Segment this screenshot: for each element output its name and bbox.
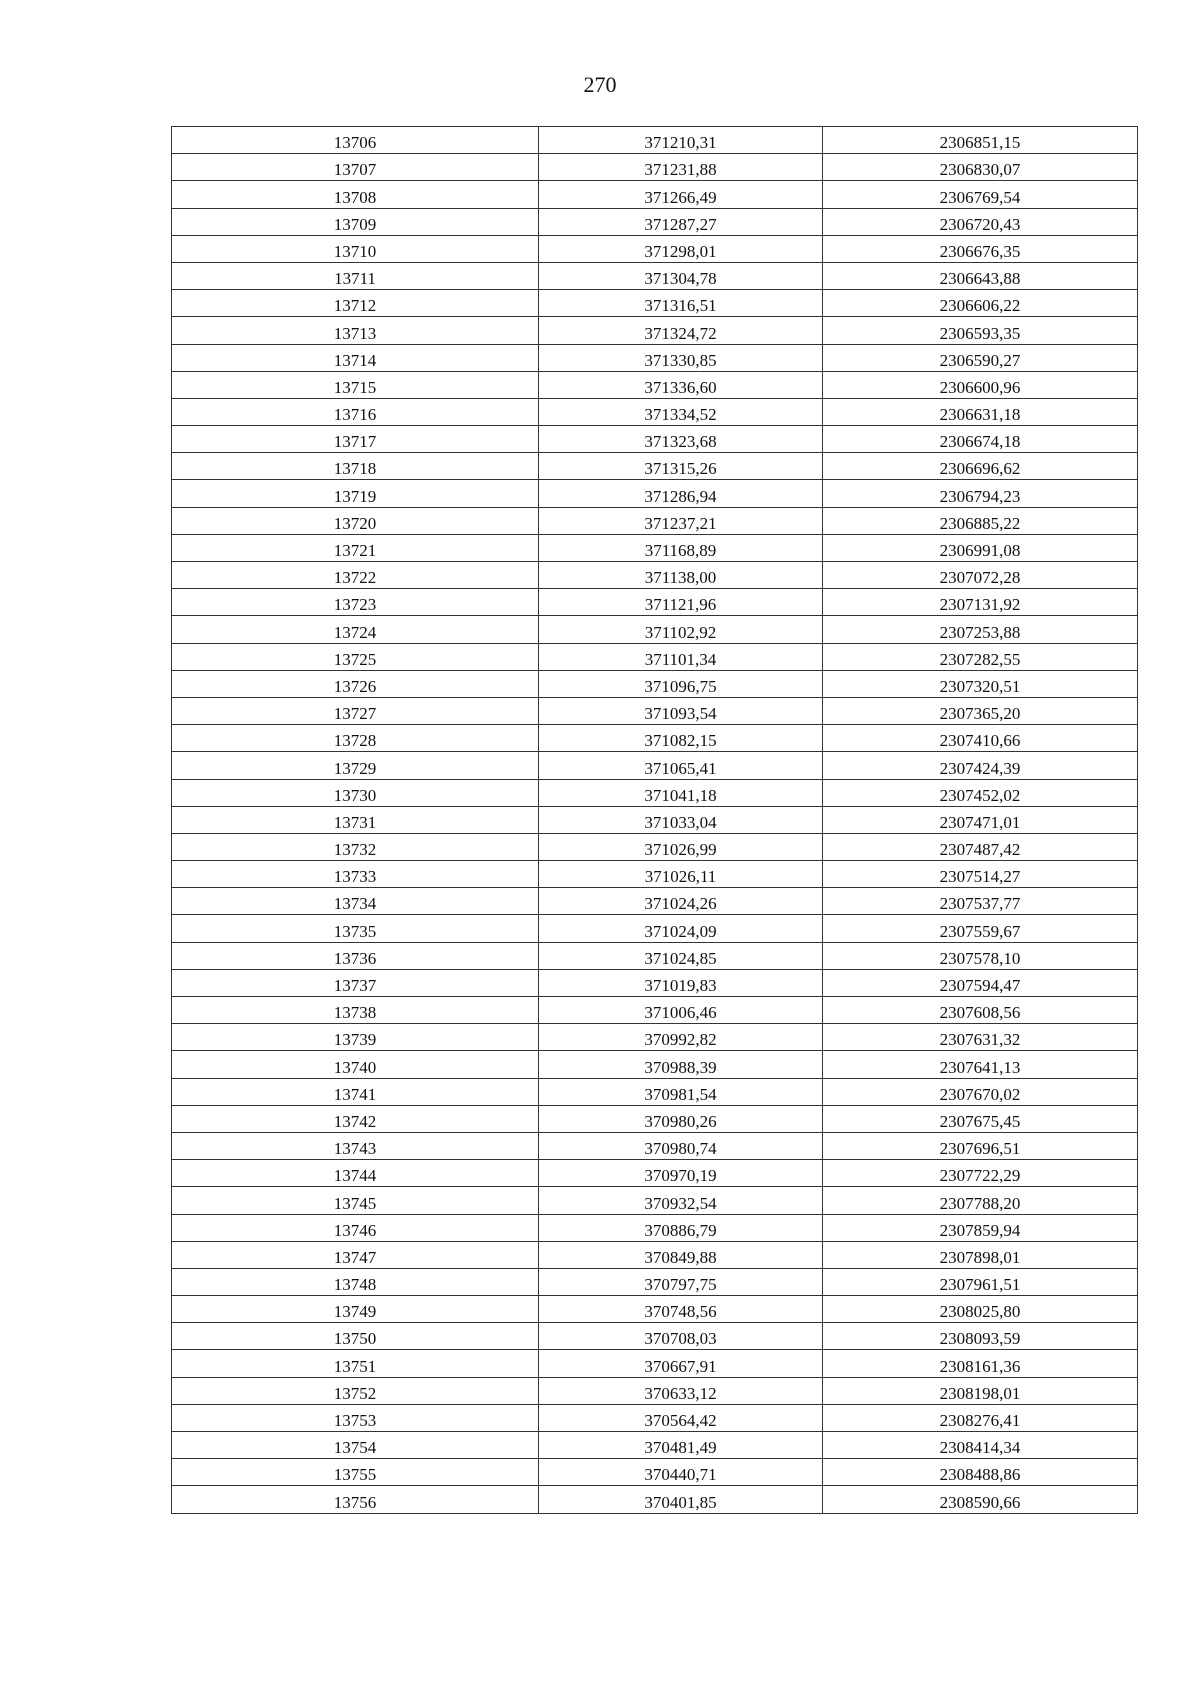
x-coordinate-cell: 371315,26 xyxy=(539,453,823,480)
y-coordinate-cell: 2307320,51 xyxy=(823,670,1138,697)
table-row xyxy=(172,643,1138,670)
table-row xyxy=(172,1350,1138,1377)
y-coordinate-cell: 2308488,86 xyxy=(823,1459,1138,1486)
x-coordinate-cell: 370970,19 xyxy=(539,1160,823,1187)
point-number-cell: 13744 xyxy=(172,1160,539,1187)
point-number-cell: 13736 xyxy=(172,942,539,969)
point-number-cell: 13737 xyxy=(172,969,539,996)
table-row xyxy=(172,1132,1138,1159)
y-coordinate-cell: 2306606,22 xyxy=(823,290,1138,317)
y-coordinate-cell: 2307670,02 xyxy=(823,1078,1138,1105)
x-coordinate-cell: 370748,56 xyxy=(539,1296,823,1323)
x-coordinate-cell: 371210,31 xyxy=(539,127,823,154)
x-coordinate-cell: 370401,85 xyxy=(539,1486,823,1513)
y-coordinate-cell: 2307487,42 xyxy=(823,833,1138,860)
point-number-cell: 13743 xyxy=(172,1132,539,1159)
x-coordinate-cell: 371304,78 xyxy=(539,262,823,289)
x-coordinate-cell: 371026,99 xyxy=(539,833,823,860)
point-number-cell: 13745 xyxy=(172,1187,539,1214)
table-row xyxy=(172,1268,1138,1295)
y-coordinate-cell: 2306631,18 xyxy=(823,398,1138,425)
point-number-cell: 13731 xyxy=(172,806,539,833)
table-row xyxy=(172,1214,1138,1241)
y-coordinate-cell: 2307410,66 xyxy=(823,725,1138,752)
point-number-cell: 13752 xyxy=(172,1377,539,1404)
x-coordinate-cell: 371336,60 xyxy=(539,371,823,398)
y-coordinate-cell: 2307253,88 xyxy=(823,616,1138,643)
x-coordinate-cell: 370932,54 xyxy=(539,1187,823,1214)
table-row xyxy=(172,127,1138,154)
point-number-cell: 13715 xyxy=(172,371,539,398)
x-coordinate-cell: 370992,82 xyxy=(539,1024,823,1051)
table-row xyxy=(172,534,1138,561)
table-row xyxy=(172,235,1138,262)
x-coordinate-cell: 371266,49 xyxy=(539,181,823,208)
y-coordinate-cell: 2306851,15 xyxy=(823,127,1138,154)
point-number-cell: 13713 xyxy=(172,317,539,344)
point-number-cell: 13722 xyxy=(172,562,539,589)
x-coordinate-cell: 370886,79 xyxy=(539,1214,823,1241)
table-row xyxy=(172,1323,1138,1350)
x-coordinate-cell: 371102,92 xyxy=(539,616,823,643)
table-row xyxy=(172,208,1138,235)
table-row xyxy=(172,752,1138,779)
x-coordinate-cell: 371316,51 xyxy=(539,290,823,317)
point-number-cell: 13724 xyxy=(172,616,539,643)
x-coordinate-cell: 371231,88 xyxy=(539,154,823,181)
x-coordinate-cell: 370849,88 xyxy=(539,1241,823,1268)
y-coordinate-cell: 2307452,02 xyxy=(823,779,1138,806)
y-coordinate-cell: 2306720,43 xyxy=(823,208,1138,235)
x-coordinate-cell: 370564,42 xyxy=(539,1404,823,1431)
table-row xyxy=(172,942,1138,969)
table-row xyxy=(172,670,1138,697)
point-number-cell: 13714 xyxy=(172,344,539,371)
x-coordinate-cell: 370633,12 xyxy=(539,1377,823,1404)
point-number-cell: 13755 xyxy=(172,1459,539,1486)
x-coordinate-cell: 370667,91 xyxy=(539,1350,823,1377)
table-row xyxy=(172,1486,1138,1513)
x-coordinate-cell: 371093,54 xyxy=(539,697,823,724)
x-coordinate-cell: 370481,49 xyxy=(539,1432,823,1459)
x-coordinate-cell: 371024,85 xyxy=(539,942,823,969)
y-coordinate-cell: 2306991,08 xyxy=(823,534,1138,561)
x-coordinate-cell: 371286,94 xyxy=(539,480,823,507)
y-coordinate-cell: 2307131,92 xyxy=(823,589,1138,616)
x-coordinate-cell: 371324,72 xyxy=(539,317,823,344)
point-number-cell: 13756 xyxy=(172,1486,539,1513)
point-number-cell: 13735 xyxy=(172,915,539,942)
point-number-cell: 13723 xyxy=(172,589,539,616)
y-coordinate-cell: 2307631,32 xyxy=(823,1024,1138,1051)
table-row xyxy=(172,181,1138,208)
y-coordinate-cell: 2307608,56 xyxy=(823,997,1138,1024)
point-number-cell: 13708 xyxy=(172,181,539,208)
x-coordinate-cell: 371041,18 xyxy=(539,779,823,806)
x-coordinate-cell: 371082,15 xyxy=(539,725,823,752)
point-number-cell: 13712 xyxy=(172,290,539,317)
y-coordinate-cell: 2306590,27 xyxy=(823,344,1138,371)
y-coordinate-cell: 2307282,55 xyxy=(823,643,1138,670)
y-coordinate-cell: 2307424,39 xyxy=(823,752,1138,779)
x-coordinate-cell: 371138,00 xyxy=(539,562,823,589)
point-number-cell: 13753 xyxy=(172,1404,539,1431)
x-coordinate-cell: 371334,52 xyxy=(539,398,823,425)
point-number-cell: 13747 xyxy=(172,1241,539,1268)
x-coordinate-cell: 371024,26 xyxy=(539,888,823,915)
y-coordinate-cell: 2308198,01 xyxy=(823,1377,1138,1404)
x-coordinate-cell: 370440,71 xyxy=(539,1459,823,1486)
y-coordinate-cell: 2307675,45 xyxy=(823,1105,1138,1132)
x-coordinate-cell: 370988,39 xyxy=(539,1051,823,1078)
point-number-cell: 13711 xyxy=(172,262,539,289)
y-coordinate-cell: 2307471,01 xyxy=(823,806,1138,833)
y-coordinate-cell: 2306593,35 xyxy=(823,317,1138,344)
y-coordinate-cell: 2306769,54 xyxy=(823,181,1138,208)
table-row xyxy=(172,997,1138,1024)
point-number-cell: 13738 xyxy=(172,997,539,1024)
y-coordinate-cell: 2308093,59 xyxy=(823,1323,1138,1350)
table-row xyxy=(172,562,1138,589)
table-row xyxy=(172,779,1138,806)
table-row xyxy=(172,1051,1138,1078)
point-number-cell: 13751 xyxy=(172,1350,539,1377)
point-number-cell: 13733 xyxy=(172,861,539,888)
table-row xyxy=(172,1160,1138,1187)
point-number-cell: 13725 xyxy=(172,643,539,670)
table-row xyxy=(172,1105,1138,1132)
x-coordinate-cell: 371287,27 xyxy=(539,208,823,235)
x-coordinate-cell: 371323,68 xyxy=(539,426,823,453)
table-row xyxy=(172,1432,1138,1459)
x-coordinate-cell: 371019,83 xyxy=(539,969,823,996)
table-row xyxy=(172,861,1138,888)
point-number-cell: 13706 xyxy=(172,127,539,154)
table-row xyxy=(172,969,1138,996)
point-number-cell: 13750 xyxy=(172,1323,539,1350)
point-number-cell: 13740 xyxy=(172,1051,539,1078)
x-coordinate-cell: 370980,26 xyxy=(539,1105,823,1132)
table-row xyxy=(172,317,1138,344)
point-number-cell: 13749 xyxy=(172,1296,539,1323)
y-coordinate-cell: 2308590,66 xyxy=(823,1486,1138,1513)
y-coordinate-cell: 2307578,10 xyxy=(823,942,1138,969)
table-row xyxy=(172,1024,1138,1051)
y-coordinate-cell: 2307559,67 xyxy=(823,915,1138,942)
point-number-cell: 13727 xyxy=(172,697,539,724)
table-row xyxy=(172,1078,1138,1105)
y-coordinate-cell: 2306674,18 xyxy=(823,426,1138,453)
table-row xyxy=(172,589,1138,616)
x-coordinate-cell: 371065,41 xyxy=(539,752,823,779)
x-coordinate-cell: 371006,46 xyxy=(539,997,823,1024)
table-row xyxy=(172,697,1138,724)
y-coordinate-cell: 2306676,35 xyxy=(823,235,1138,262)
x-coordinate-cell: 370797,75 xyxy=(539,1268,823,1295)
y-coordinate-cell: 2306600,96 xyxy=(823,371,1138,398)
x-coordinate-cell: 371237,21 xyxy=(539,507,823,534)
y-coordinate-cell: 2308414,34 xyxy=(823,1432,1138,1459)
y-coordinate-cell: 2306794,23 xyxy=(823,480,1138,507)
table-row xyxy=(172,154,1138,181)
y-coordinate-cell: 2307788,20 xyxy=(823,1187,1138,1214)
table-row xyxy=(172,725,1138,752)
point-number-cell: 13716 xyxy=(172,398,539,425)
x-coordinate-cell: 371096,75 xyxy=(539,670,823,697)
coordinates-table xyxy=(171,126,1138,1514)
table-row xyxy=(172,833,1138,860)
point-number-cell: 13717 xyxy=(172,426,539,453)
table-row xyxy=(172,1296,1138,1323)
point-number-cell: 13718 xyxy=(172,453,539,480)
point-number-cell: 13709 xyxy=(172,208,539,235)
table-row xyxy=(172,453,1138,480)
point-number-cell: 13721 xyxy=(172,534,539,561)
y-coordinate-cell: 2307696,51 xyxy=(823,1132,1138,1159)
table-row xyxy=(172,806,1138,833)
point-number-cell: 13741 xyxy=(172,1078,539,1105)
point-number-cell: 13732 xyxy=(172,833,539,860)
table-row xyxy=(172,1404,1138,1431)
y-coordinate-cell: 2307594,47 xyxy=(823,969,1138,996)
table-row xyxy=(172,888,1138,915)
coordinates-table-body xyxy=(172,127,1138,1514)
y-coordinate-cell: 2308025,80 xyxy=(823,1296,1138,1323)
point-number-cell: 13739 xyxy=(172,1024,539,1051)
x-coordinate-cell: 371024,09 xyxy=(539,915,823,942)
x-coordinate-cell: 370981,54 xyxy=(539,1078,823,1105)
table-row xyxy=(172,290,1138,317)
table-row xyxy=(172,426,1138,453)
point-number-cell: 13746 xyxy=(172,1214,539,1241)
point-number-cell: 13734 xyxy=(172,888,539,915)
table-row xyxy=(172,344,1138,371)
point-number-cell: 13707 xyxy=(172,154,539,181)
y-coordinate-cell: 2308161,36 xyxy=(823,1350,1138,1377)
y-coordinate-cell: 2307898,01 xyxy=(823,1241,1138,1268)
table-row xyxy=(172,480,1138,507)
x-coordinate-cell: 371033,04 xyxy=(539,806,823,833)
page-number: 270 xyxy=(583,72,617,97)
x-coordinate-cell: 371121,96 xyxy=(539,589,823,616)
y-coordinate-cell: 2307072,28 xyxy=(823,562,1138,589)
y-coordinate-cell: 2306696,62 xyxy=(823,453,1138,480)
y-coordinate-cell: 2306885,22 xyxy=(823,507,1138,534)
table-row xyxy=(172,1459,1138,1486)
point-number-cell: 13748 xyxy=(172,1268,539,1295)
table-row xyxy=(172,616,1138,643)
y-coordinate-cell: 2307961,51 xyxy=(823,1268,1138,1295)
table-row xyxy=(172,1241,1138,1268)
y-coordinate-cell: 2307859,94 xyxy=(823,1214,1138,1241)
y-coordinate-cell: 2307365,20 xyxy=(823,697,1138,724)
point-number-cell: 13754 xyxy=(172,1432,539,1459)
table-row xyxy=(172,1187,1138,1214)
point-number-cell: 13728 xyxy=(172,725,539,752)
x-coordinate-cell: 370980,74 xyxy=(539,1132,823,1159)
table-row xyxy=(172,1377,1138,1404)
table-row xyxy=(172,507,1138,534)
y-coordinate-cell: 2307514,27 xyxy=(823,861,1138,888)
x-coordinate-cell: 371298,01 xyxy=(539,235,823,262)
y-coordinate-cell: 2307537,77 xyxy=(823,888,1138,915)
point-number-cell: 13726 xyxy=(172,670,539,697)
x-coordinate-cell: 371330,85 xyxy=(539,344,823,371)
table-row xyxy=(172,398,1138,425)
point-number-cell: 13720 xyxy=(172,507,539,534)
point-number-cell: 13719 xyxy=(172,480,539,507)
x-coordinate-cell: 371168,89 xyxy=(539,534,823,561)
y-coordinate-cell: 2306643,88 xyxy=(823,262,1138,289)
point-number-cell: 13710 xyxy=(172,235,539,262)
point-number-cell: 13729 xyxy=(172,752,539,779)
y-coordinate-cell: 2308276,41 xyxy=(823,1404,1138,1431)
y-coordinate-cell: 2306830,07 xyxy=(823,154,1138,181)
table-row xyxy=(172,262,1138,289)
x-coordinate-cell: 371026,11 xyxy=(539,861,823,888)
y-coordinate-cell: 2307722,29 xyxy=(823,1160,1138,1187)
table-row xyxy=(172,915,1138,942)
x-coordinate-cell: 370708,03 xyxy=(539,1323,823,1350)
y-coordinate-cell: 2307641,13 xyxy=(823,1051,1138,1078)
point-number-cell: 13742 xyxy=(172,1105,539,1132)
point-number-cell: 13730 xyxy=(172,779,539,806)
x-coordinate-cell: 371101,34 xyxy=(539,643,823,670)
table-row xyxy=(172,371,1138,398)
